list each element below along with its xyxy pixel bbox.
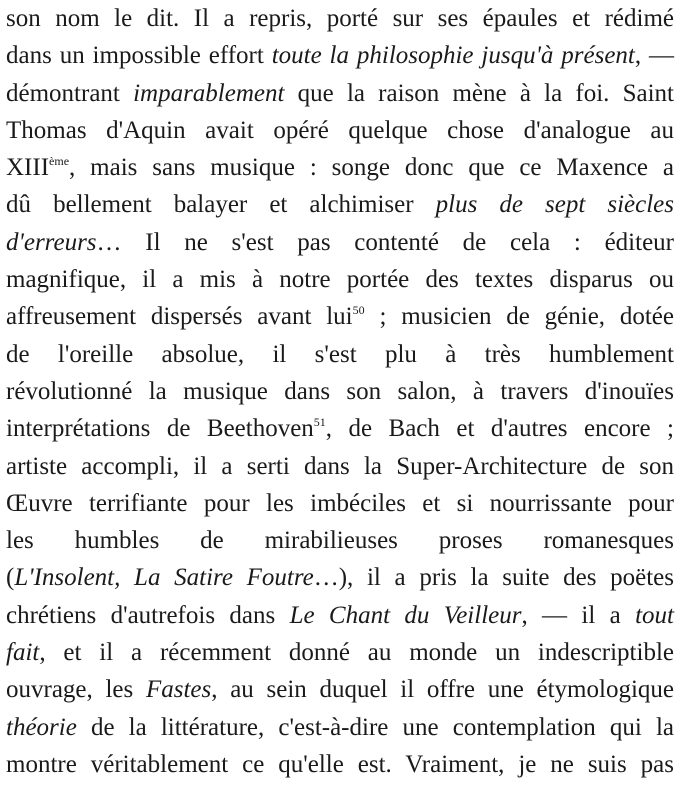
text-line: Œuvre terrifiante pour les imbéciles et si nourrissante pour [6, 489, 674, 517]
text-line: dû bellement balayer et alchimiser plus de sept siècles [6, 191, 674, 219]
text-line: Thomas d'Aquin avait opéré quelque chose d'analogue au [6, 116, 674, 144]
text-line: magnifique, il a mis à notre portée des textes disparus ou [6, 266, 674, 294]
text-line: montre véritablement ce qu'elle est. Vraiment, je ne suis pas [6, 750, 674, 778]
italic-phrase: toute la philosophie jusqu'à présent [271, 42, 635, 70]
text-line: théorie de la littérature, c'est-à-dire une contemplation qui la [6, 713, 674, 741]
text-line: ouvrage, les Fastes, au sein duquel il offre une étymologique [6, 676, 674, 704]
italic-phrase: plus de sept siècles [435, 191, 674, 219]
italic-phrase: théorie [6, 713, 77, 741]
text-line: son nom le dit. Il a repris, porté sur ses épaules et rédimé [6, 5, 674, 32]
text-line: artiste accompli, il a serti dans la Super-Architecture de son [6, 452, 674, 480]
body-text [6, 0, 674, 783]
italic-phrase: fait [6, 639, 40, 667]
italic-phrase: Le Chant du Veilleur [289, 601, 522, 629]
text-line: dans un impossible effort toute la philosophie jusqu'à présent, — [6, 42, 675, 70]
text-line: fait, et il a récemment donné au monde un indescriptible [6, 639, 674, 667]
text-line: révolutionné la musique dans son salon, à travers d'inouïes [6, 377, 674, 405]
text-line: chrétiens d'autrefois dans Le Chant du Veilleur, — il a tout [6, 601, 674, 629]
italic-phrase: tout [635, 601, 674, 629]
text-line: affreusement dispersés avant lui$^{50}$ ; musicien de génie, dotée [6, 303, 675, 331]
italic-phrase: L'Insolent, La Satire Foutre [14, 564, 314, 592]
text-line: XIIIème, mais sans musique : songe donc que ce Maxence a [6, 154, 674, 182]
text-line: d'erreurs… Il ne s'est pas contenté de cela : éditeur [6, 228, 674, 256]
italic-phrase: d'erreurs [6, 228, 97, 256]
footnote-ref[interactable]: 50 [352, 303, 365, 318]
text-line: (L'Insolent, La Satire Foutre…), il a pris la suite des poëtes [6, 564, 674, 592]
footnote-ref[interactable]: 51 [313, 415, 326, 430]
text-line: de l'oreille absolue, il s'est plu à très humblement [6, 340, 674, 368]
italic-phrase: imparablement [133, 79, 285, 107]
text-line: démontrant imparablement que la raison mène à la foi. Saint [6, 79, 674, 107]
text-line: les humbles de mirabilieuses proses romanesques [6, 527, 674, 555]
italic-phrase: Fastes [145, 676, 212, 704]
superscript: ème [49, 154, 70, 169]
text-line: interprétations de Beethoven$^{51}$, de Bach et d'autres encore ; [6, 415, 674, 443]
